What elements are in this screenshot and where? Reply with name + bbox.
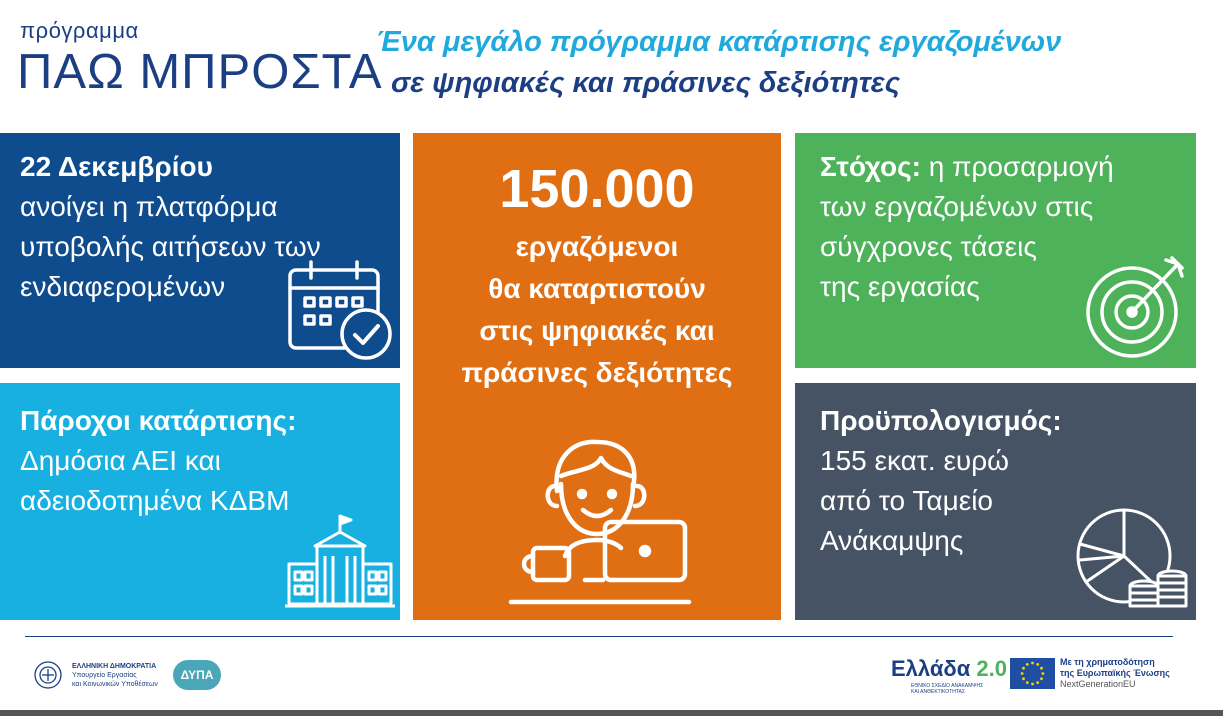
bottom-bar (0, 710, 1223, 716)
date-line: ανοίγει η πλατφόρμα (20, 191, 278, 222)
eu-line-2: της Ευρωπαϊκής Ένωσης (1060, 668, 1170, 678)
main-line: πράσινες δεξιότητες (461, 357, 733, 388)
goal-line: της εργασίας (820, 271, 980, 302)
date-line: υποβολής αιτήσεων των (20, 231, 321, 262)
budget-line: Ανάκαμψης (820, 525, 964, 556)
date-line: ενδιαφερομένων (20, 271, 226, 302)
ellada-number: 2.0 (976, 656, 1007, 681)
eu-line-1: Με τη χρηματοδότηση (1060, 657, 1155, 667)
ministry-line-1: ΕΛΛΗΝΙΚΗ ΔΗΜΟΚΡΑΤΙΑ (72, 663, 157, 670)
providers-line: αδειοδοτημένα ΚΔΒΜ (20, 485, 290, 516)
main-line: εργαζόμενοι (515, 231, 679, 262)
program-label: πρόγραμμα (20, 18, 139, 43)
main-line: στις ψηφιακές και (479, 315, 715, 346)
providers-line: Δημόσια ΑΕΙ και (20, 445, 221, 476)
footer-divider (25, 636, 1173, 637)
program-logo: ΠΑΩ ΜΠΡΟΣΤΑ (17, 45, 383, 99)
participants-count: 150.000 (499, 159, 695, 219)
main-text (413, 226, 781, 394)
ellada-subtitle: ΕΘΝΙΚΟ ΣΧΕΔΙΟ ΑΝΑΚΑΜΨΗΣ ΚΑΙ ΑΝΘΕΚΤΙΚΟΤΗΤΑΣ (911, 683, 984, 695)
eu-flag-icon (1010, 658, 1055, 689)
pie-coins-icon (1074, 504, 1192, 614)
headline-line-2: σε ψηφιακές και πράσινες δεξιότητες (391, 67, 901, 99)
budget-line: 155 εκατ. ευρώ (820, 445, 1010, 476)
ellada-logo (891, 656, 1007, 682)
goal-first-line: η προσαρμογή (921, 151, 1114, 182)
target-arrow-icon (1082, 254, 1192, 360)
date-bold: 22 Δεκεμβρίου (20, 151, 213, 182)
budget-line: από το Ταμείο (820, 485, 993, 516)
eu-funding-label (1060, 657, 1170, 690)
eu-line-3: NextGenerationEU (1060, 679, 1136, 689)
ministry-line-2: Υπουργείο Εργασίας (72, 672, 137, 679)
ministry-label (72, 662, 158, 689)
greek-emblem-icon (33, 660, 63, 690)
calendar-check-icon (285, 258, 395, 363)
dypa-logo: ΔΥΠΑ (173, 660, 221, 690)
budget-bold: Προϋπολογισμός: (820, 405, 1062, 436)
goal-line: σύγχρονες τάσεις (820, 231, 1037, 262)
providers-text (20, 401, 390, 521)
ellada-word: Ελλάδα (891, 656, 971, 681)
goal-bold: Στόχος: (820, 151, 922, 182)
ministry-line-3: και Κοινωνικών Υποθέσεων (72, 681, 158, 688)
person-laptop-icon (505, 436, 695, 608)
providers-bold: Πάροχοι κατάρτισης: (20, 405, 297, 436)
headline-line-1: Ένα μεγάλο πρόγραμμα κατάρτισης εργαζομένων (376, 26, 1062, 58)
university-building-icon (285, 512, 395, 612)
goal-line: των εργαζομένων στις (820, 191, 1094, 222)
main-line: θα καταρτιστούν (488, 273, 706, 304)
